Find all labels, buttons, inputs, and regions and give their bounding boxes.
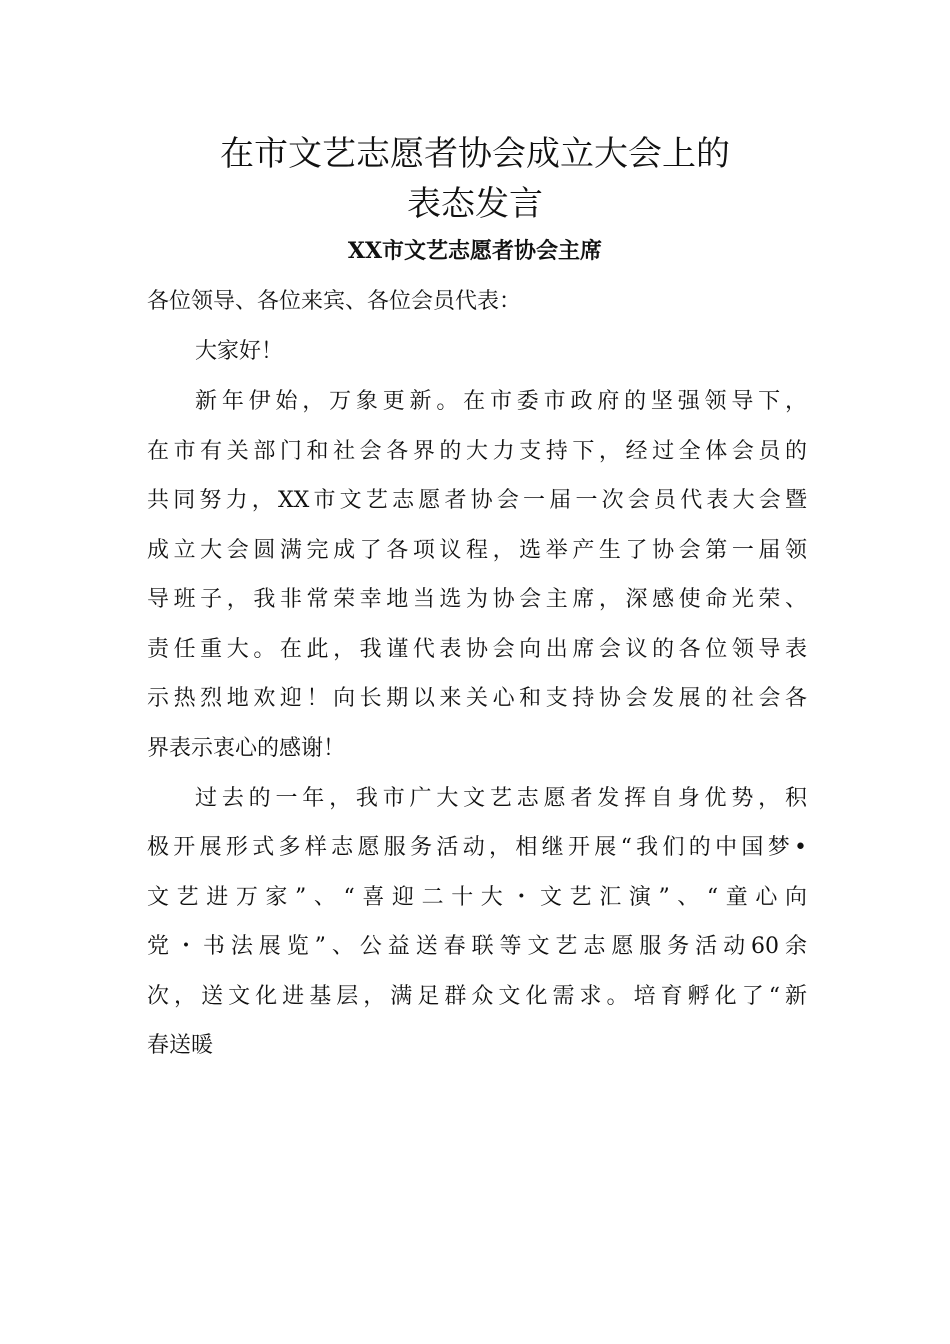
paragraph-2-line: 党・书法展览”、公益送春联等文艺志愿服务活动60余 [147, 934, 807, 959]
paragraph-1-line: 示热烈地欢迎！向长期以来关心和支持协会发展的社会各 [147, 686, 807, 711]
paragraph-1-line: 在市有关部门和社会各界的大力支持下，经过全体会员的 [147, 439, 807, 464]
paragraph-1-line: 成立大会圆满完成了各项议程，选举产生了协会第一届领 [147, 538, 807, 563]
paragraph-2-line: 次，送文化进基层，满足群众文化需求。培育孵化了“新 [147, 984, 807, 1009]
document-subtitle: XX市文艺志愿者协会主席 [347, 238, 603, 264]
paragraph-1-line: 共同努力，XX市文艺志愿者协会一届一次会员代表大会暨 [147, 488, 807, 513]
greeting: 大家好！ [195, 339, 284, 364]
paragraph-1-line: 导班子，我非常荣幸地当选为协会主席，深感使命光荣、 [147, 587, 807, 612]
salutation: 各位领导、各位来宾、各位会员代表： [147, 289, 522, 314]
paragraph-2-line: 春送暖 [147, 1033, 214, 1058]
paragraph-2-line: 过去的一年，我市广大文艺志愿者发挥自身优势，积 [195, 786, 807, 811]
paragraph-1-line: 界表示衷心的感谢！ [147, 736, 346, 761]
paragraph-1-line: 新年伊始，万象更新。在市委市政府的坚强领导下， [195, 389, 807, 414]
document-title-line-2: 表态发言 [407, 184, 543, 224]
document-title-line-1: 在市文艺志愿者协会成立大会上的 [220, 134, 730, 174]
paragraph-1-line: 责任重大。在此，我谨代表协会向出席会议的各位领导表 [147, 637, 807, 662]
paragraph-2-line: 文艺进万家”、“喜迎二十大・文艺汇演”、“童心向 [147, 885, 807, 910]
paragraph-2-line: 极开展形式多样志愿服务活动，相继开展“我们的中国梦• [147, 835, 807, 860]
